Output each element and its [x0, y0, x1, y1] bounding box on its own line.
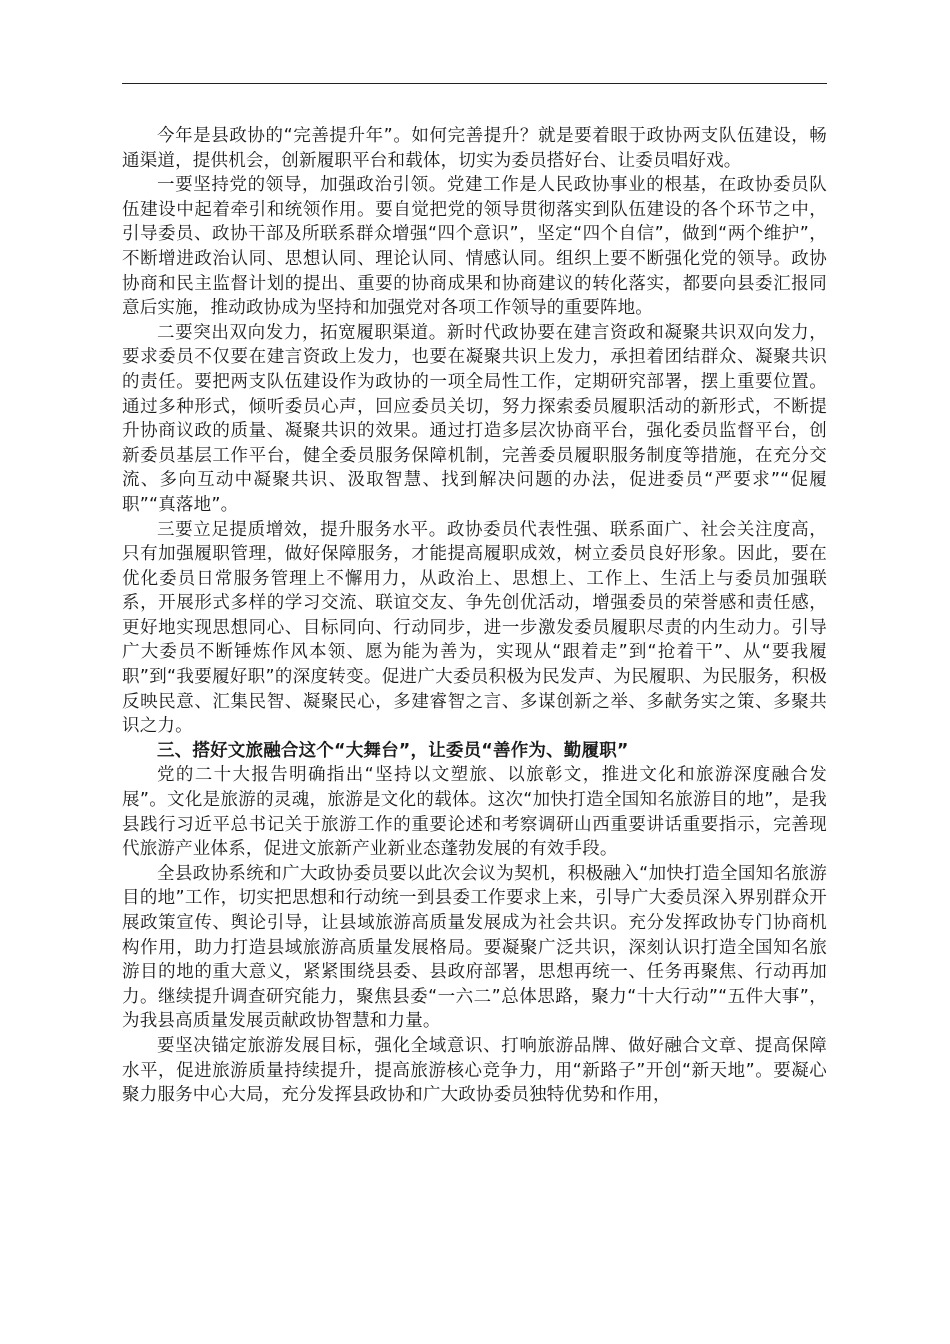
paragraph-point-three: 三要立足提质增效，提升服务水平。政协委员代表性强、联系面广、社会关注度高，只有加强履职管理，做好保障服务，才能提高履职成效，树立委员良好形象。因此，要在优化委员日常服务管理上不懈用力，从政治上、思想上、工作上、生活上与委员加强联系，开展形式多样的学习交流、联谊交友、争先创优活动，增强委员的荣誉感和责任感，更好地实现思想同心、目标同向、行动同步，进一步激发委员履职尽责的内生动力。引导广大委员不断锤炼作风本领、愿为能为善为，实现从“跟着走”到“抢着干”、从“要我履职”到“我要履好职”的深度转变。促进广大委员积极为民发声、为民履职、为民服务，积极反映民意、汇集民智、凝聚民心，多建睿智之言、多谋创新之举、多献务实之策、多聚共识之力。 [122, 519, 827, 737]
section-heading-three: 三、搭好文旅融合这个“大舞台”，让委员“善作为、勤履职” [157, 740, 629, 761]
paragraph-intro: 今年是县政协的“完善提升年”。如何完善提升？就是要着眼于政协两支队伍建设，畅通渠道，提供机会，创新履职平台和载体，切实为委员搭好台、让委员唱好戏。 [122, 126, 827, 171]
paragraph-point-two: 二要突出双向发力，拓宽履职渠道。新时代政协要在建言资政和凝聚共识双向发力，要求委员不仅要在建言资政上发力，也要在凝聚共识上发力，承担着团结群众、凝聚共识的责任。要把两支队伍建设作为政协的一项全局性工作，定期研究部署，摆上重要位置。通过多种形式，倾听委员心声，回应委员关切，努力探索委员履职活动的新形式，不断提升协商议政的质量、凝聚共识的效果。通过打造多层次协商平台，强化委员监督平台，创新委员基层工作平台，健全委员服务保障机制，完善委员履职服务制度等措施，在充分交流、多向互动中凝聚共识、汲取智慧、找到解决问题的办法，促进委员“严要求”“促履职”“真落地”。 [122, 322, 827, 515]
paragraph-twentieth-congress: 党的二十大报告明确指出“坚持以文塑旅、以旅彰文，推进文化和旅游深度融合发展”。文化是旅游的灵魂，旅游是文化的载体。这次“加快打造全国知名旅游目的地”，是我县践行习近平总书记关于旅游工作的重要论述和考察调研山西重要讲话重要指示，完善现代旅游产业体系，促进文旅新产业新业态蓬勃发展的有效手段。 [122, 765, 827, 860]
document-body [122, 124, 827, 1108]
paragraph-tourism-goal: 要坚决锚定旅游发展目标，强化全域意识、打响旅游品牌、做好融合文章、提高保障水平，促进旅游质量持续提升，提高旅游核心竞争力，用“新路子”开创“新天地”。要凝心聚力服务中心大局，充分发挥县政协和广大政协委员独特优势和作用， [122, 1035, 827, 1106]
paragraph-point-one: 一要坚持党的领导，加强政治引领。党建工作是人民政协事业的根基，在政协委员队伍建设中起着牵引和统领作用。要自觉把党的领导贯彻落实到队伍建设的各个环节之中，引导委员、政协干部及所联系群众增强“四个意识”，坚定“四个自信”，做到“两个维护”，不断增进政治认同、思想认同、理论认同、情感认同。组织上要不断强化党的领导。政协协商和民主监督计划的提出、重要的协商成果和协商建议的转化落实，都要向县委汇报同意后实施，推动政协成为坚持和加强党对各项工作领导的重要阵地。 [122, 175, 827, 319]
header-rule [122, 83, 827, 84]
paragraph-county-cppcc: 全县政协系统和广大政协委员要以此次会议为契机，积极融入“加快打造全国知名旅游目的地”工作，切实把思想和行动统一到县委工作要求上来，引导广大委员深入界别群众开展政策宣传、舆论引导，让县域旅游高质量发展成为社会共识。充分发挥政协专门协商机构作用，助力打造县域旅游高质量发展格局。要凝聚广泛共识，深刻认识打造全国知名旅游目的地的重大意义，紧紧围绕县委、县政府部署，思想再统一、任务再聚焦、行动再加力。继续提升调查研究能力，聚焦县委“一六二”总体思路，聚力“十大行动”“五件大事”，为我县高质量发展贡献政协智慧和力量。 [122, 863, 827, 1032]
